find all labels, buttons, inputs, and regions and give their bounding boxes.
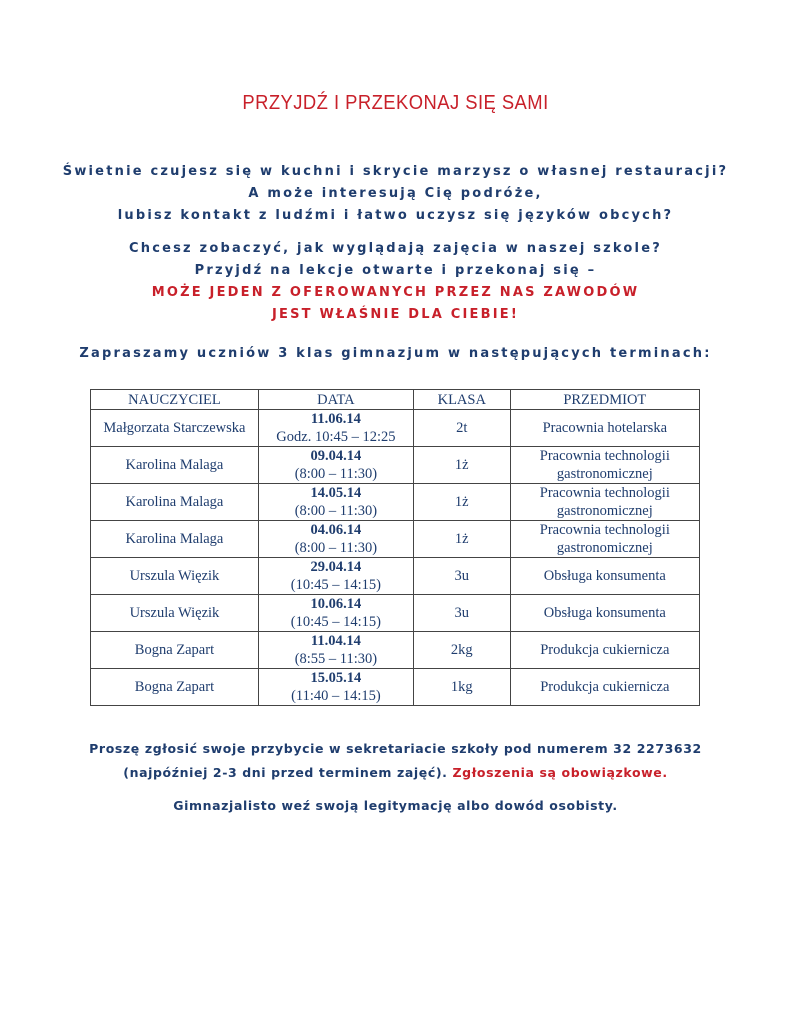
date-value: 09.04.14 [310,448,362,464]
subject-cell: Pracownia technologii gastronomicznej [510,447,699,484]
table-row [91,484,700,521]
time-value: (8:00 – 11:30) [294,466,378,482]
id-reminder: Gimnazjalisto weź swoją legitymację albo dowód osobisty. [173,798,618,813]
subject-cell: Pracownia technologii gastronomicznej [510,521,699,558]
intro-paragraph-2 [0,238,791,326]
teacher-cell: Urszula Więzik [91,595,259,632]
date-cell [258,484,413,521]
subject-cell: Pracownia hotelarska [510,410,699,447]
date-value: 11.06.14 [310,411,361,427]
registration-note [0,737,791,785]
date-cell [258,632,413,669]
table-header-row [91,390,700,410]
intro-line-4: Chcesz zobaczyć, jak wyglądają zajęcia w naszej szkole? [129,241,662,256]
class-cell: 1kg [413,669,510,706]
date-value: 14.05.14 [310,485,362,501]
teacher-cell: Małgorzata Starczewska [91,410,259,447]
table-row [91,669,700,706]
subject-cell: Produkcja cukiernicza [510,632,699,669]
date-cell [258,521,413,558]
time-value: (8:00 – 11:30) [294,540,378,556]
date-value: 15.05.14 [310,670,362,686]
registration-deadline: (najpóźniej 2-3 dni przed terminem zajęć). [123,765,448,780]
schedule-table [90,389,700,706]
date-value: 11.04.14 [310,633,361,649]
table-row [91,595,700,632]
intro-line-3: lubisz kontakt z ludźmi i łatwo uczysz się języków obcych? [117,208,674,223]
teacher-cell: Bogna Zapart [91,632,259,669]
date-value: 29.04.14 [310,559,362,575]
intro-paragraph-1 [0,161,791,227]
subject-cell: Produkcja cukiernicza [510,669,699,706]
class-cell: 1ż [413,447,510,484]
intro-line-1: Świetnie czujesz się w kuchni i skrycie marzysz o własnej restauracji? [62,164,729,179]
date-value: 10.06.14 [310,596,362,612]
registration-line-1: Proszę zgłosić swoje przybycie w sekretariacie szkoły pod numerem 32 2273632 [89,741,702,756]
page-title: PRZYJDŹ I PRZEKONAJ SIĘ SAMI [242,92,549,114]
time-value: (8:55 – 11:30) [294,651,378,667]
header-teacher: NAUCZYCIEL [91,390,259,410]
date-cell [258,558,413,595]
class-cell: 1ż [413,521,510,558]
intro-invitation: Zapraszamy uczniów 3 klas gimnazjum w następujących terminach: [79,346,712,361]
date-cell [258,410,413,447]
teacher-cell: Karolina Malaga [91,484,259,521]
class-cell: 2kg [413,632,510,669]
date-cell [258,595,413,632]
table-row [91,447,700,484]
subject-cell: Obsługa konsumenta [510,595,699,632]
date-cell [258,669,413,706]
time-value: Godz. 10:45 – 12:25 [276,429,396,445]
registration-mandatory: Zgłoszenia są obowiązkowe. [452,765,668,780]
teacher-cell: Karolina Malaga [91,521,259,558]
class-cell: 3u [413,595,510,632]
class-cell: 1ż [413,484,510,521]
intro-line-2: A może interesują Cię podróże, [248,186,543,201]
subject-cell: Obsługa konsumenta [510,558,699,595]
teacher-cell: Karolina Malaga [91,447,259,484]
table-row [91,558,700,595]
registration-line-2 [0,761,791,785]
intro-line-7: JEST WŁAŚNIE DLA CIEBIE! [272,307,519,322]
time-value: (8:00 – 11:30) [294,503,378,519]
table-row [91,521,700,558]
class-cell: 3u [413,558,510,595]
table-row [91,410,700,447]
intro-line-6: MOŻE JEDEN Z OFEROWANYCH PRZEZ NAS ZAWODÓW [151,285,640,300]
time-value: (11:40 – 14:15) [291,688,381,704]
date-cell [258,447,413,484]
teacher-cell: Bogna Zapart [91,669,259,706]
time-value: (10:45 – 14:15) [290,577,382,593]
time-value: (10:45 – 14:15) [290,614,382,630]
header-date: DATA [258,390,413,410]
class-cell: 2t [413,410,510,447]
table-row [91,632,700,669]
date-value: 04.06.14 [310,522,362,538]
header-class: KLASA [413,390,510,410]
header-subject: PRZEDMIOT [510,390,699,410]
subject-cell: Pracownia technologii gastronomicznej [510,484,699,521]
teacher-cell: Urszula Więzik [91,558,259,595]
intro-line-5: Przyjdź na lekcje otwarte i przekonaj się – [194,263,597,278]
